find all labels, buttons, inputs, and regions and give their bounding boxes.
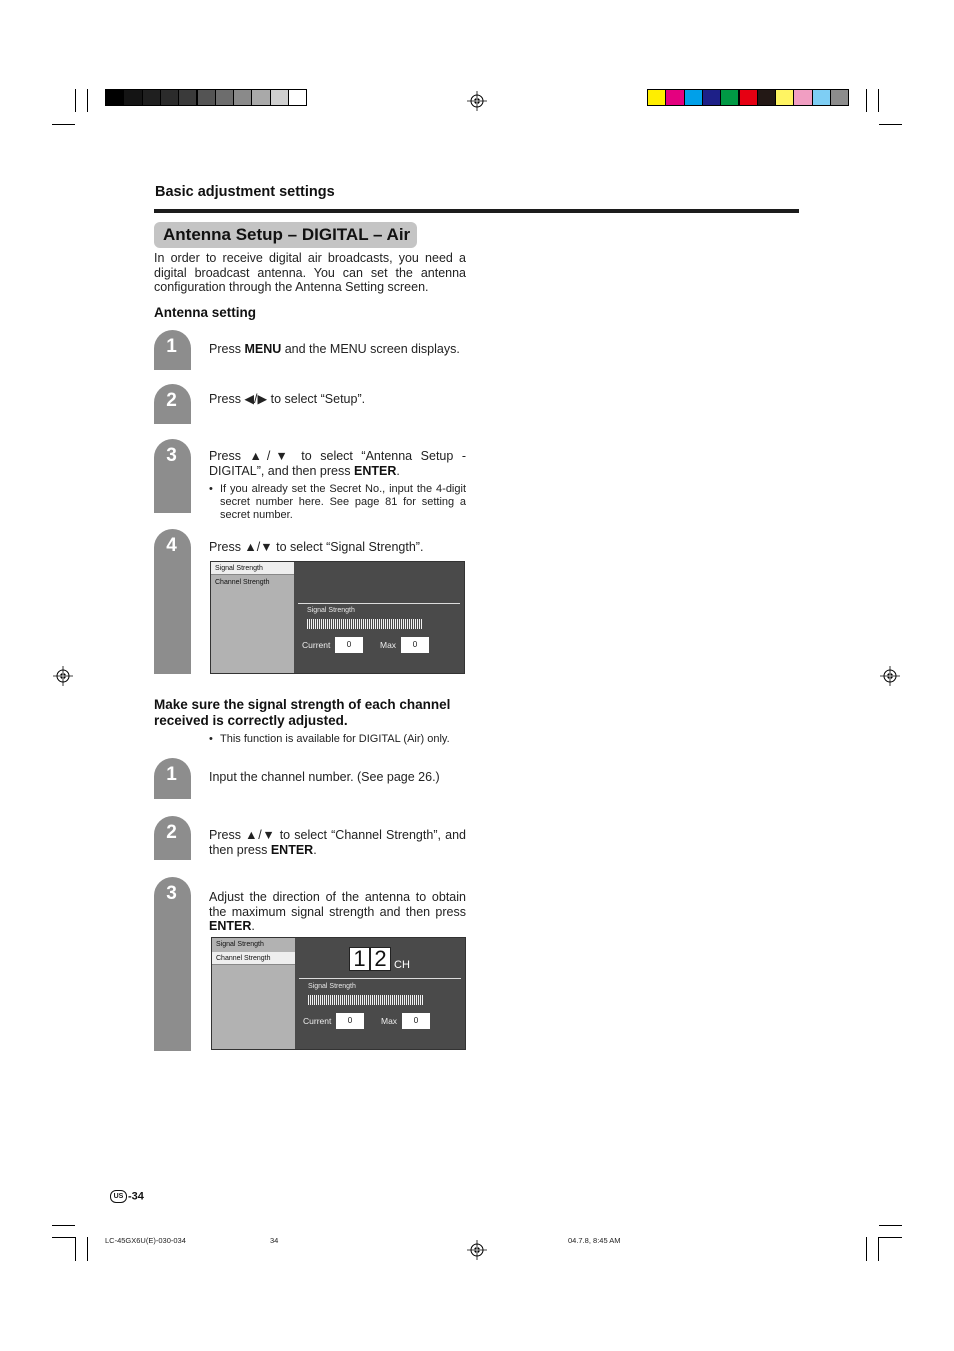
page-number: US -34 [110, 1190, 144, 1203]
crop-mark [52, 1237, 75, 1238]
intro-paragraph: In order to receive digital air broadcasts, you need a digital broadcast antenna. You can set the antenna configuration through the Antenna Setting screen. [154, 251, 466, 295]
current-value: 0 [336, 1013, 364, 1029]
color-swatch [251, 89, 270, 106]
page-title: Antenna Setup – DIGITAL – Air [154, 222, 417, 248]
slug-page: 34 [270, 1236, 279, 1245]
color-swatch [270, 89, 289, 106]
color-swatch [142, 89, 161, 106]
step-tab: 3 [154, 439, 191, 513]
color-swatch [178, 89, 197, 106]
crop-mark [879, 1237, 902, 1238]
color-swatch [739, 89, 758, 106]
color-swatch [702, 89, 721, 106]
color-swatch [757, 89, 776, 106]
signal-strength-screen [210, 561, 465, 674]
color-swatch [812, 89, 831, 106]
step-tab: 2 [154, 384, 191, 424]
channel-check-heading: Make sure the signal strength of each channel received is correctly adjusted. [154, 697, 451, 728]
crop-mark [879, 1225, 902, 1226]
color-swatch [160, 89, 179, 106]
step-tab: 1 [154, 758, 191, 799]
menu-item-signal-strength[interactable]: Signal Strength [211, 562, 294, 575]
step-instruction: Press ▲/▼ to select “Signal Strength”. [209, 540, 424, 554]
current-label: Current [303, 1016, 332, 1026]
divider [299, 978, 461, 979]
channel-unit: CH [394, 959, 410, 971]
signal-strength-meter [307, 619, 423, 629]
availability-note: • This function is available for DIGITAL (Air) only. [209, 733, 450, 745]
signal-strength-meter [308, 995, 424, 1005]
region-badge: US [110, 1190, 127, 1203]
current-value: 0 [335, 637, 363, 653]
step-note: • If you already set the Secret No., input the 4-digit secret number here. See page 81 for setting a secret number. [209, 483, 466, 521]
crop-mark [52, 124, 75, 125]
crop-mark [878, 1237, 879, 1261]
crop-mark [866, 1237, 867, 1261]
menu-pane [211, 562, 294, 673]
color-swatch [215, 89, 234, 106]
section-divider [154, 209, 799, 213]
color-swatch [665, 89, 684, 106]
channel-strength-screen [211, 937, 466, 1050]
color-swatch [105, 89, 124, 106]
color-swatch [123, 89, 142, 106]
color-swatch [288, 89, 307, 106]
crop-mark [879, 124, 902, 125]
registration-mark-icon [880, 666, 900, 686]
crop-mark [75, 1237, 76, 1261]
step-instruction: Press ▲/▼ to select “Channel Strength”, and then press ENTER. [209, 828, 466, 857]
menu-pane [212, 938, 295, 1049]
step-tab: 4 [154, 529, 191, 674]
registration-mark-icon [53, 666, 73, 686]
crop-mark [52, 1225, 75, 1226]
channel-digit: 2 [370, 947, 391, 971]
signal-strength-label: Signal Strength [308, 983, 356, 990]
step-instruction: Input the channel number. (See page 26.) [209, 770, 440, 784]
max-value: 0 [401, 637, 429, 653]
color-swatch [720, 89, 739, 106]
crop-mark [878, 89, 879, 112]
color-swatch [793, 89, 812, 106]
crop-mark [87, 89, 88, 112]
max-label: Max [380, 640, 397, 650]
registration-mark-icon [467, 1240, 487, 1260]
strength-pane [296, 938, 465, 1049]
step-instruction: Press MENU and the MENU screen displays. [209, 342, 460, 356]
crop-mark [75, 89, 76, 112]
signal-strength-label: Signal Strength [307, 607, 355, 614]
section-title: Basic adjustment settings [155, 184, 335, 200]
step-instruction: Press ◀/▶ to select “Setup”. [209, 392, 366, 406]
max-value: 0 [402, 1013, 430, 1029]
crop-mark [87, 1237, 88, 1261]
slug-date: 04.7.8, 8:45 AM [568, 1236, 621, 1245]
step-tab: 1 [154, 330, 191, 370]
channel-digit: 1 [349, 947, 370, 971]
step-tab: 2 [154, 816, 191, 860]
registration-mark-icon [467, 91, 487, 111]
menu-item-channel-strength[interactable]: Channel Strength [215, 579, 270, 586]
color-swatch [775, 89, 794, 106]
menu-item-channel-strength[interactable]: Channel Strength [212, 952, 295, 965]
current-label: Current [302, 640, 331, 650]
color-swatch [684, 89, 703, 106]
color-swatch [830, 89, 849, 106]
divider [298, 603, 460, 604]
color-swatch [647, 89, 666, 106]
slug-file: LC-45GX6U(E)-030-034 [105, 1236, 186, 1245]
step-instruction: Adjust the direction of the antenna to obtain the maximum signal strength and then press ENTER. [209, 890, 466, 934]
step-instruction: Press ▲/▼ to select “Antenna Setup - DIGITAL”, and then press ENTER. [209, 449, 466, 478]
color-swatch [197, 89, 216, 106]
color-swatch [233, 89, 252, 106]
max-label: Max [381, 1016, 398, 1026]
crop-mark [866, 89, 867, 112]
step-tab: 3 [154, 877, 191, 1051]
antenna-setting-heading: Antenna setting [154, 305, 257, 320]
strength-pane [295, 562, 464, 673]
menu-item-signal-strength[interactable]: Signal Strength [216, 941, 264, 948]
